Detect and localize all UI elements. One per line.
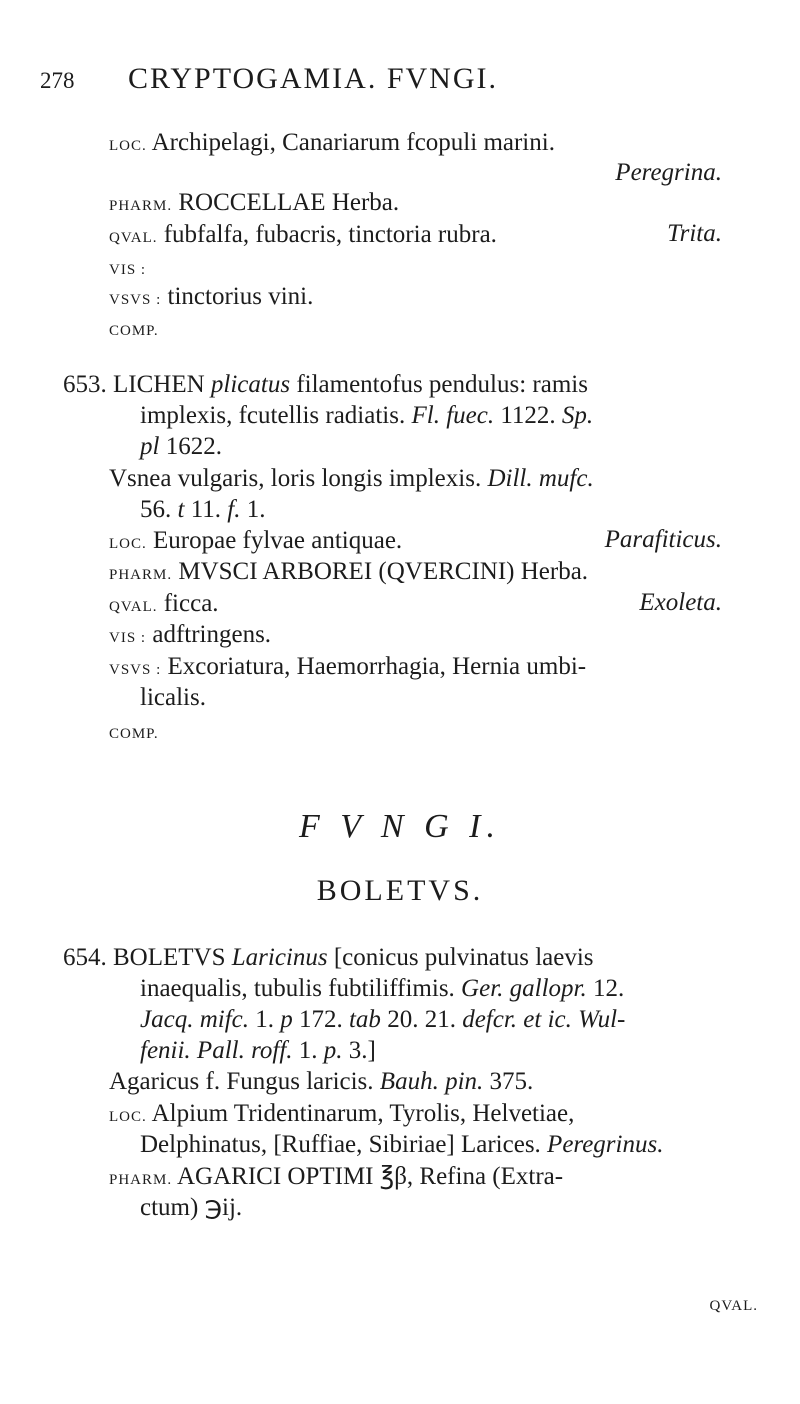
text-line: COMP. <box>109 726 159 742</box>
page-number: 278 <box>40 68 75 93</box>
text-line: Jacq. mifc. 1. p 172. tab 20. 21. defcr. et ic. Wul- <box>140 1006 626 1033</box>
catchword: QVAL. <box>709 1298 758 1314</box>
text-line: PHARM. MVSCI ARBOREI (QVERCINI) Herba. <box>109 558 589 585</box>
text-line: LOC. Archipelagi, Canariarum fcopuli marini. <box>109 129 555 156</box>
section-title-fungi: F V N G I. <box>299 808 501 845</box>
text-line: VIS : adftringens. <box>109 621 272 648</box>
text-line: inaequalis, tubulis fubtiliffimis. Ger. gallopr. 12. <box>140 975 625 1002</box>
text-line: COMP. <box>109 323 159 339</box>
text-line: VSVS : tinctorius vini. <box>109 283 314 310</box>
text-line: Vsnea vulgaris, loris longis implexis. Dill. mufc. <box>109 465 594 492</box>
text-line: licalis. <box>140 684 206 711</box>
entry-653-line: 653. LICHEN plicatus filamentofus pendulus: ramis <box>63 371 588 398</box>
text-line: LOC. Alpium Tridentinarum, Tyrolis, Helvetiae, <box>109 1100 575 1127</box>
margin-note: Trita. <box>667 220 722 247</box>
text-line: pl 1622. <box>140 433 222 460</box>
text-line: VSVS : Excoriatura, Haemorrhagia, Hernia umbi- <box>109 653 587 680</box>
text-line: QVAL. fubfalfa, fubacris, tinctoria rubra. <box>109 221 497 248</box>
genus-title-boletus: BOLETVS. <box>316 874 484 907</box>
running-title: CRYPTOGAMIA. FVNGI. <box>128 62 498 95</box>
margin-note: Peregrina. <box>615 159 722 186</box>
text-line: LOC. Europae fylvae antiquae. <box>109 527 403 554</box>
margin-note: Parafiticus. <box>604 526 722 553</box>
text-line: implexis, fcutellis radiatis. Fl. fuec. 1122. Sp. <box>140 402 594 429</box>
text-line: fenii. Pall. roff. 1. p. 3.] <box>140 1037 376 1064</box>
entry-654-line: 654. BOLETVS Laricinus [conicus pulvinatus laevis <box>63 944 594 971</box>
text-line: PHARM. AGARICI OPTIMI ℥β, Refina (Extra- <box>109 1163 564 1190</box>
text-line: 56. t 11. f. 1. <box>140 496 266 523</box>
text-line: QVAL. ficca. <box>109 590 219 617</box>
text-line: Agaricus f. Fungus laricis. Bauh. pin. 375. <box>109 1068 534 1095</box>
margin-note: Exoleta. <box>639 589 722 616</box>
text-line: VIS : <box>109 262 147 278</box>
text-line: PHARM. ROCCELLAE Herba. <box>109 189 400 216</box>
text-line: ctum) ℈ij. <box>140 1194 243 1221</box>
text-line: Delphinatus, [Ruffiae, Sibiriae] Larices. Peregrinus. <box>140 1131 664 1158</box>
